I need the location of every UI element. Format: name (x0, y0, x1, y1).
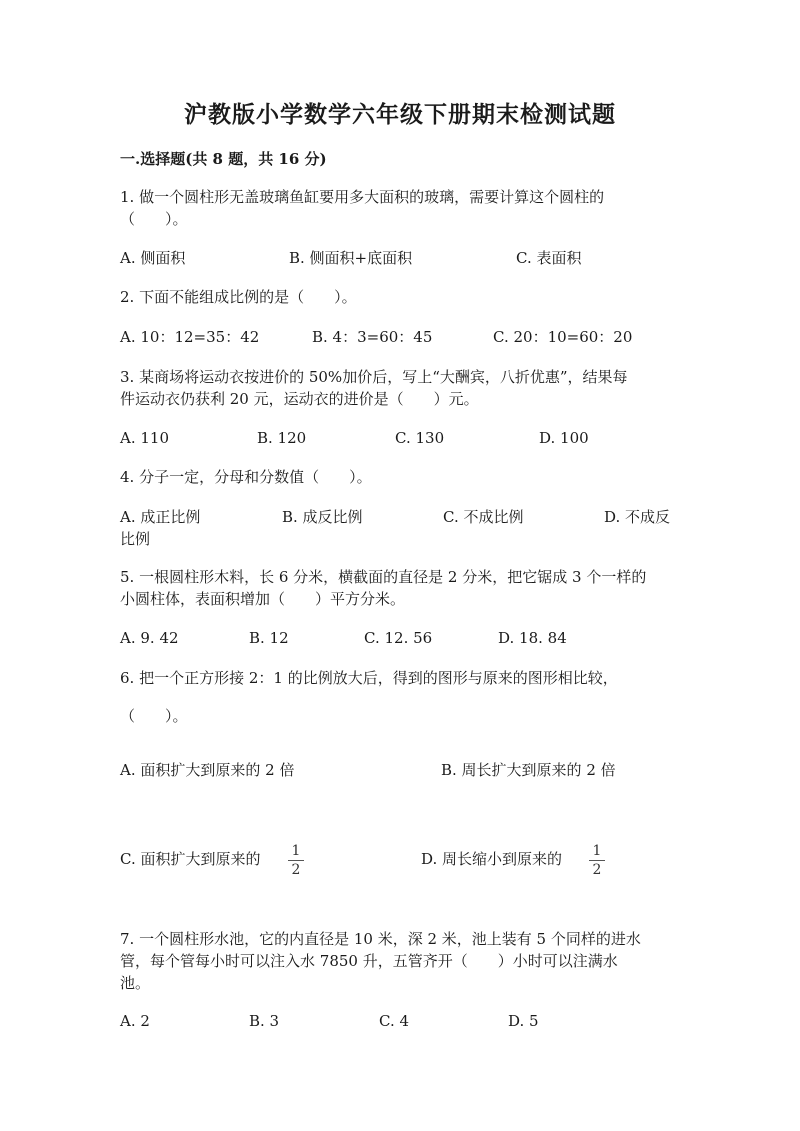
q7-option-b: B. 3 (249, 1012, 280, 1030)
q3-option-b: B. 120 (257, 429, 307, 447)
stem-line: 5. 一根圆柱形木料，长 6 分米，横截面的直径是 2 分米，把它锯成 3 个一样的 (120, 568, 647, 586)
question-4-stem (120, 466, 680, 488)
q3-option-c: C. 130 (395, 429, 445, 447)
fraction-denominator: 2 (291, 862, 301, 878)
stem-line: 小圆柱体，表面积增加（ ）平方分米。 (120, 590, 406, 608)
fraction-denominator: 2 (592, 862, 602, 878)
fraction-bar (288, 860, 304, 861)
fraction-bar (589, 860, 605, 861)
stem-line: （ ）。 (120, 210, 188, 228)
q4-option-a: A. 成正比例 (120, 508, 201, 526)
fraction-numerator: 1 (592, 843, 602, 859)
q2-option-b: B. 4：3=60：45 (312, 328, 433, 346)
stem-line: （ ）。 (120, 707, 188, 725)
stem-line: 2. 下面不能组成比例的是（ ）。 (120, 288, 357, 306)
q6-option-c: C. 面积扩大到原来的 (120, 850, 261, 868)
question-6-stem (120, 667, 680, 689)
exam-title: 沪教版小学数学六年级下册期末检测试题 (184, 101, 616, 128)
q1-option-b: B. 侧面积+底面积 (289, 249, 413, 267)
q5-option-c: C. 12. 56 (364, 629, 433, 647)
stem-line: 管，每个管每小时可以注入水 7850 升，五管齐开（ ）小时可以注满水 (120, 952, 618, 970)
stem-line: 件运动衣仍获利 20 元，运动衣的进价是（ ）元。 (120, 390, 479, 408)
fraction-one-half (288, 843, 304, 878)
stem-line: 池。 (120, 974, 151, 992)
stem-line: 1. 做一个圆柱形无盖玻璃鱼缸要用多大面积的玻璃，需要计算这个圆柱的 (120, 188, 605, 206)
q4-option-b: B. 成反比例 (282, 508, 363, 526)
question-3-stem (120, 366, 680, 410)
stem-line: 6. 把一个正方形接 2：1 的比例放大后，得到的图形与原来的图形相比较， (120, 669, 618, 687)
question-6-stem-continued (120, 705, 680, 727)
question-5-stem (120, 566, 680, 610)
q2-option-a: A. 10：12=35：42 (120, 328, 260, 346)
q1-option-a: A. 侧面积 (120, 249, 186, 267)
q7-option-a: A. 2 (120, 1012, 150, 1030)
question-7-stem (120, 928, 680, 994)
q7-option-d: D. 5 (508, 1012, 539, 1030)
stem-line: 3. 某商场将运动衣按进价的 50%加价后，写上“大酬宾，八折优惠”，结果每 (120, 368, 628, 386)
q4-option-c: C. 不成比例 (443, 508, 524, 526)
q6-option-d: D. 周长缩小到原来的 (421, 850, 563, 868)
stem-line: 4. 分子一定，分母和分数值（ ）。 (120, 468, 372, 486)
q5-option-a: A. 9. 42 (120, 629, 179, 647)
section-heading: 一.选择题(共 8 题，共 16 分) (120, 150, 327, 168)
q3-option-a: A. 110 (120, 429, 169, 447)
q6-option-b: B. 周长扩大到原来的 2 倍 (441, 761, 616, 779)
q5-option-d: D. 18. 84 (498, 629, 567, 647)
q4-option-d-continued: 比例 (120, 530, 151, 548)
q2-option-c: C. 20：10=60：20 (493, 328, 633, 346)
stem-line: 7. 一个圆柱形水池，它的内直径是 10 米，深 2 米，池上装有 5 个同样的进水 (120, 930, 641, 948)
q4-option-d: D. 不成反 (604, 508, 671, 526)
question-1-stem (120, 186, 680, 230)
q5-option-b: B. 12 (249, 629, 289, 647)
q7-option-c: C. 4 (379, 1012, 410, 1030)
question-2-stem (120, 286, 680, 308)
q6-option-a: A. 面积扩大到原来的 2 倍 (120, 761, 295, 779)
fraction-numerator: 1 (291, 843, 301, 859)
q1-option-c: C. 表面积 (516, 249, 582, 267)
fraction-one-half (589, 843, 605, 878)
q3-option-d: D. 100 (539, 429, 589, 447)
